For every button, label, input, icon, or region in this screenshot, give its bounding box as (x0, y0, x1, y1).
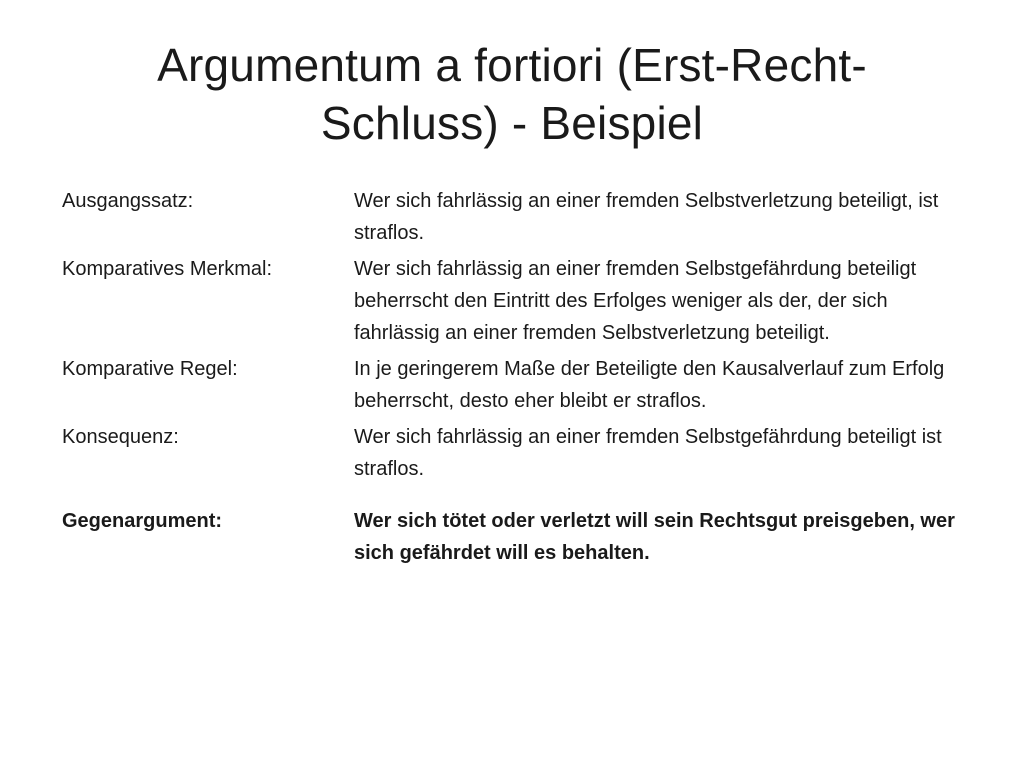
row-label: Ausgangssatz: (62, 190, 194, 212)
row-label: Komparatives Merkmal: (62, 258, 273, 280)
row-text: Wer sich fahrlässig an einer fremden Selbstverletzung beteiligt, ist straflos. (354, 190, 939, 244)
row-text: Wer sich tötet oder verletzt will sein Rechtsgut preisgeben, wer sich gefährdet will es behalten. (354, 510, 955, 564)
row-text: In je geringerem Maße der Beteiligte den Kausalverlauf zum Erfolg beherrscht, desto eher bleibt er straflos. (354, 358, 945, 412)
slide-title-line-2: Schluss) - Beispiel (320, 97, 704, 149)
row-label: Gegenargument: (62, 510, 223, 532)
row-label: Konsequenz: (62, 426, 179, 448)
row-komparatives-merkmal (62, 253, 962, 349)
row-gegenargument (62, 505, 962, 569)
row-label: Komparative Regel: (62, 358, 238, 380)
row-text: Wer sich fahrlässig an einer fremden Selbstgefährdung beteiligt ist straflos. (354, 426, 942, 480)
row-konsequenz (62, 421, 962, 485)
row-text: Wer sich fahrlässig an einer fremden Selbstgefährdung beteiligt beherrscht den Eintritt des Erfolges weniger als der, der sich fahrlässig an einer fremden Selbstverletzung beteiligt. (354, 258, 917, 344)
slide-content (62, 185, 962, 569)
row-ausgangssatz (62, 185, 962, 249)
row-komparative-regel (62, 353, 962, 417)
slide-title (60, 36, 964, 152)
slide-title-line-1: Argumentum a fortiori (Erst-Recht- (157, 39, 867, 91)
